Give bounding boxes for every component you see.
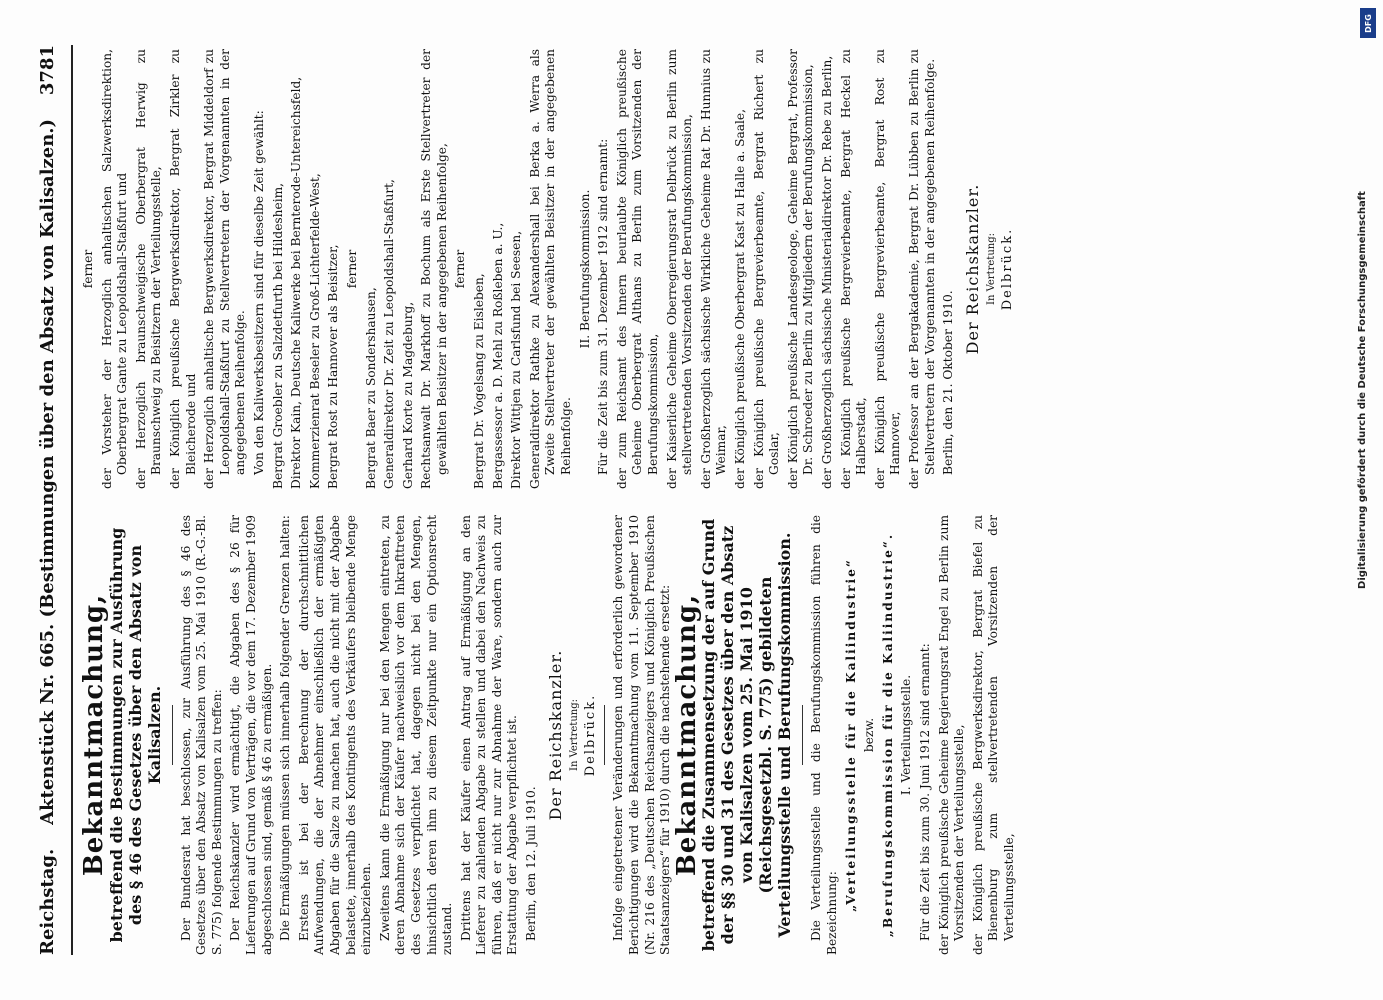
page-header xyxy=(31,45,73,955)
paragraph: Die Verteilungsstelle und die Berufungskommission führen die Bezeichnung: xyxy=(809,515,839,955)
paragraph: Der Reichskanzler wird ermächtigt, die Abgaben des § 26 für Lieferungen auf Grund von Verträgen, die vor dem 17. Dezember 1909 abgeschlossen sind, gemäß § 46 zu ermäßigen. xyxy=(228,515,274,955)
list-item: der zum Reichsamt des Innern beurlaubte Königlich preußische Geheime Oberbergrat Althans zu Berlin zum Vorsitzenden der Berufungskommission, xyxy=(614,49,660,489)
date-line: Berlin, den 21. Oktober 1910. xyxy=(941,290,956,475)
paragraph: Erstens ist bei der Berechnung der durchschnittlichen Aufwendungen, die der Abnehmer einschließlich der ermäßigten Abgaben für die Salze zu machen hat, auch die nicht mit der Abgabe belastete, innerhalb des Kontingents des Verkäufers bleibende Menge einzubeziehen. xyxy=(296,515,374,955)
paragraph: Zweitens kann die Ermäßigung nur bei den Mengen eintreten, zu deren Abnahme sich der Käufer nachweislich vor dem Inkrafttreten des Gesetzes verpflichtet hat, dagegen nicht bei den Mengen, hinsichtlich deren ihm zu diesem Zeitpunkte nur ein Optionsrecht zustand. xyxy=(377,515,455,955)
list-item: der Königlich preußische Bergrevierbeamte, Bergrat Richert zu Goslar, xyxy=(751,49,782,489)
list-item: der Königlich preußische Bergwerksdirektor, Bergrat Biefel zu Bienenburg zum stellvertretenden Vorsitzenden der Verteilungsstelle, xyxy=(970,515,1016,955)
list-item: Bergrat Dr. Vogelsang zu Eisleben, xyxy=(472,273,487,489)
paragraph: Infolge eingetretener Veränderungen und erforderlich gewordener Berichtigungen wird die Bekanntmachung vom 11. September 1910 (Nr. 216 des „Deutschen Reichsanzeigers und Königlich Preußischen Staatsanzeigers“ für 1910) durch die nachstehende ersetzt: xyxy=(611,515,673,955)
ferner: ferner xyxy=(453,249,468,289)
paragraph: Drittens hat der Käufer einen Antrag auf Ermäßigung an den Lieferer zu zahlenden Abgabe zu stellen und dabei den Nachweis zu führen, daß er nicht nur zur Abnahme der Ware, sondern auch zur Erstattung der Abgabe verpflichtet ist. xyxy=(458,515,520,955)
dfg-logo-text: DFG xyxy=(1363,13,1373,33)
header-aktenstueck: Aktenstück Nr. 665. xyxy=(37,623,58,825)
list-item: Bergrat Baer zu Sondershausen, xyxy=(363,287,378,489)
list-item: der Königlich preußische Landesgeologe, Geheime Bergrat, Professor Dr. Schroeder zu Berlin zu Mitgliedern der Berufungskommission, xyxy=(785,49,816,489)
signer-name: Delbrück. xyxy=(582,693,598,777)
list-item: der Königlich preußische Bergrevierbeamte, Bergrat Rost zu Hannover, xyxy=(872,49,903,489)
list-item: Rechtsanwalt Dr. Markhoff zu Bochum als Erste Stellvertreter der gewählten Beisitzer in der angegebenen Reihenfolge, xyxy=(419,49,449,489)
list-item: Direktor Wittjen zu Carlsfund bei Seesen, xyxy=(509,230,524,489)
list-item: der Königlich preußische Bergwerksdirektor, Bergrat Zirkler zu Bleicherode und xyxy=(167,49,198,489)
announcement1-subtitle: betreffend die Bestimmungen zur Ausführung des § 46 des Gesetzes über den Absatz von Kalisalzen. xyxy=(106,527,164,943)
section-heading: I. Verteilungsstelle. xyxy=(899,674,914,796)
document-page xyxy=(31,25,1351,975)
right-column xyxy=(81,49,1321,489)
columns xyxy=(81,45,1321,955)
list-item: Kommerzienrat Beseler zu Groß-Lichterfelde-West, xyxy=(307,173,322,489)
designation-2: „Berufungskommission für die Kaliindustrie“. xyxy=(880,532,895,938)
date-line: Berlin, den 12. Juli 1910. xyxy=(524,786,539,941)
list-item: der Kaiserliche Geheime Oberregierungsrat Delbrück zu Berlin zum stellvertretenden Vorsitzenden der Berufungskommission, xyxy=(664,49,695,489)
paragraph: Für die Zeit bis zum 30. Juni 1912 sind ernannt: xyxy=(917,643,932,941)
divider xyxy=(172,705,173,765)
page-number: 3781 xyxy=(37,45,58,96)
paragraph: Die Ermäßigungen müssen sich innerhalb folgender Grenzen halten: xyxy=(278,515,293,941)
announcement2-title: Bekanntmachung, xyxy=(671,593,702,877)
list-item: Direktor Kain, Deutsche Kaliwerke bei Bernterode-Untereichsfeld, xyxy=(289,76,304,489)
list-item: der Professor an der Bergakademie, Bergrat Dr. Lübben zu Berlin zu Stellvertretern der Vorgenannten in der angegebenen Reihenfolge. xyxy=(906,49,937,489)
signer-name: Delbrück. xyxy=(999,227,1015,311)
margin-note xyxy=(1357,10,1377,770)
list-item: der Großherzoglich sächsische Wirkliche Geheime Rat Dr. Hunnius zu Weimar, xyxy=(698,49,729,489)
designation-1: „Verteilungsstelle für die Kaliindustrie“ xyxy=(843,558,858,912)
list-item: der Großherzoglich sächsische Ministerialdirektor Dr. Rebe zu Berlin, xyxy=(819,55,834,489)
list-item: der Königlich preußische Bergrevierbeamte, Bergrat Heckel zu Halberstadt, xyxy=(838,49,869,489)
divider xyxy=(802,705,803,765)
bezw: bezw. xyxy=(862,717,877,753)
signer-deputy: In Vertretung: xyxy=(569,699,581,771)
paragraph: Der Bundesrat hat beschlossen, zur Ausführung des § 46 des Gesetzes über den Absatz von Kalisalzen vom 25. Mai 1910 (R.-G.-Bl. S. 775) folgende Bestimmungen zu treffen: xyxy=(178,515,224,955)
list-item: der Herzoglich braunschweigische Oberbergrat Herwig zu Braunschweig zu Beisitzern der Verteilungsstelle, xyxy=(133,49,164,489)
list-item: Generaldirektor Rathke zu Alexandershall bei Berka a. Werra als Zweite Stellvertreter der gewählten Beisitzer in der angegebenen Reihenfolge. xyxy=(527,49,574,489)
margin-note-text: Digitalisierung gefördert durch die Deutsche Forschungsgemeinschaft xyxy=(1357,191,1368,589)
paragraph: Für die Zeit bis zum 31. Dezember 1912 sind ernannt: xyxy=(596,138,611,475)
signer-title: Der Reichskanzler. xyxy=(545,649,565,821)
list-item: der Königlich preußische Oberbergrat Kast zu Halle a. Saale, xyxy=(732,108,747,489)
list-item: der Königlich preußische Geheime Regierungsrat Engel zu Berlin zum Vorsitzenden der Verteilungsstelle, xyxy=(936,515,967,955)
list-item: der Herzoglich anhaltische Bergwerksdirektor, Bergrat Middeldorf zu Leopoldshall-Staßfurt zu Stellvertretern der Vorgenannten in der angegebenen Reihenfolge. xyxy=(202,49,248,489)
signer-title: Der Reichskanzler. xyxy=(962,183,982,355)
section-heading: II. Berufungskommission. xyxy=(577,189,592,349)
announcement1-title: Bekanntmachung, xyxy=(79,593,109,877)
list-item: Bergrat Groebler zu Salzdetfurth bei Hildesheim, xyxy=(270,182,285,489)
list-item: Generaldirektor Dr. Zeit zu Leopoldshall-Staßfurt, xyxy=(382,179,397,489)
ferner: ferner xyxy=(81,249,95,289)
list-item: Gerhard Korte zu Magdeburg, xyxy=(400,301,415,489)
signer-deputy: In Vertretung: xyxy=(986,233,998,305)
announcement2-subtitle: betreffend die Zusammensetzung der auf Grund der §§ 30 und 31 des Gesetzes über den Absatz von Kalisalzen vom 25. Mai 1910 (Reichsgesetzbl. S. 775) gebildeten Verteilungsstelle und Berufungskommission. xyxy=(699,518,795,952)
header-middle xyxy=(37,119,58,825)
list-item: Bergrat Rost zu Hannover als Beisitzer, xyxy=(326,244,341,489)
list-item: der Vorsteher der Herzoglich anhaltischen Salzwerksdirektion, Oberbergrat Gante zu Leopoldshall-Staßfurt und xyxy=(99,49,130,489)
header-left: Reichstag. xyxy=(37,848,58,955)
ferner: ferner xyxy=(344,249,359,289)
list-item: Bergassessor a. D. Mehl zu Roßleben a. U., xyxy=(490,222,505,489)
paragraph: Von den Kaliwerksbesitzern sind für dieselbe Zeit gewählt: xyxy=(251,110,266,475)
left-column xyxy=(81,515,1321,955)
header-bracket: (Bestimmungen über den Absatz von Kalisalzen.) xyxy=(37,118,58,618)
divider xyxy=(604,705,605,765)
